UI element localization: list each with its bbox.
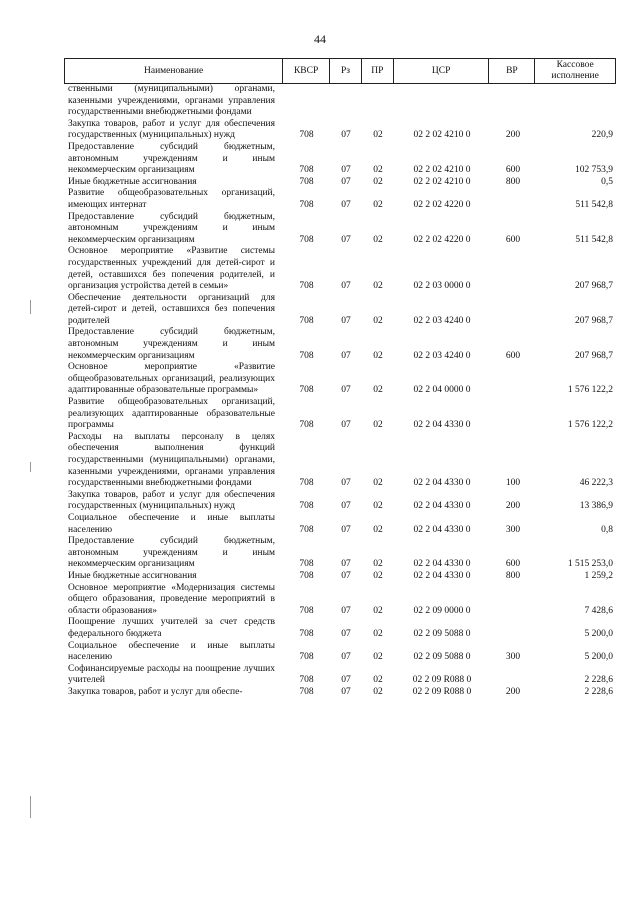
row-kas: 1 576 122,2 (567, 420, 613, 431)
row-csr: 02 2 03 4240 0 (413, 350, 471, 361)
row-csr: 02 2 09 5088 0 (413, 652, 471, 663)
row-name: Обеспечение деятельности организаций для детей-сирот и детей, оставшихся без попечения родителей (68, 292, 275, 326)
row-pr: 02 (373, 605, 383, 616)
row-csr: 02 2 02 4220 0 (413, 199, 471, 210)
row-csr: 02 2 02 4210 0 (413, 130, 471, 141)
table-row (64, 571, 616, 583)
row-kvsr: 708 (299, 570, 314, 581)
row-kvsr: 708 (299, 176, 314, 187)
row-pr: 02 (373, 501, 383, 512)
row-csr: 02 2 09 R088 0 (412, 686, 472, 697)
scan-mark (30, 462, 31, 472)
row-pr: 02 (373, 281, 383, 292)
row-pr: 02 (373, 686, 383, 697)
row-name: Предоставление субсидий бюджетным, автономным учреждениям и иным некоммерческим организациям (68, 327, 275, 361)
table-row (64, 293, 616, 328)
row-kas: 5 200,0 (584, 652, 613, 663)
row-rz: 07 (341, 176, 351, 187)
row-rz: 07 (341, 281, 351, 292)
row-name: Закупка товаров, работ и услуг для обеспечения государственных (муниципальных) нужд (68, 489, 275, 512)
row-kvsr: 708 (299, 686, 314, 697)
row-rz: 07 (341, 605, 351, 616)
row-pr: 02 (373, 524, 383, 535)
table-row (64, 188, 616, 211)
row-name: Развитие общеобразовательных организаций, имеющих интернат (68, 188, 275, 210)
row-kvsr: 708 (299, 675, 314, 686)
row-kvsr: 708 (299, 652, 314, 663)
row-kas: 102 753,9 (575, 165, 613, 176)
row-csr: 02 2 04 4330 0 (413, 524, 471, 535)
scan-mark (30, 300, 31, 314)
row-rz: 07 (341, 570, 351, 581)
row-kvsr: 708 (299, 350, 314, 361)
row-kvsr: 708 (299, 130, 314, 141)
row-csr: 02 2 04 4330 0 (413, 559, 471, 570)
table-row (64, 513, 616, 536)
row-kas: 2 228,6 (584, 675, 613, 686)
row-vr: 300 (505, 524, 521, 535)
row-name: Иные бюджетные ассигнования (68, 176, 197, 187)
row-name: Иные бюджетные ассигнования (68, 570, 197, 581)
row-rz: 07 (341, 130, 351, 141)
row-rz: 07 (341, 675, 351, 686)
table-row (64, 142, 616, 177)
row-csr: 02 2 02 4210 0 (413, 165, 471, 176)
scan-mark (30, 796, 31, 818)
row-kas: 207 968,7 (575, 315, 613, 326)
row-vr: 800 (505, 570, 521, 581)
row-csr: 02 2 09 5088 0 (413, 628, 471, 639)
row-kvsr: 708 (299, 315, 314, 326)
row-kas: 220,9 (591, 130, 613, 141)
row-kas: 7 428,6 (584, 605, 613, 616)
row-kas: 1 515 253,0 (567, 559, 613, 570)
table-row (64, 641, 616, 664)
row-pr: 02 (373, 478, 383, 489)
row-kas: 1 576 122,2 (567, 385, 613, 396)
row-vr: 800 (505, 176, 521, 187)
row-kvsr: 708 (299, 234, 314, 245)
row-name: Развитие общеобразовательных организаций, реализующих адаптированные образовательные программы (68, 397, 275, 431)
row-name: Основное мероприятие «Развитие системы государственных учреждений для детей-сирот и детей, оставшихся без попечения родителей, и организация устройства детей в семьи» (68, 246, 275, 292)
row-rz: 07 (341, 315, 351, 326)
row-rz: 07 (341, 524, 351, 535)
row-pr: 02 (373, 176, 383, 187)
row-rz: 07 (341, 478, 351, 489)
row-name: Основное мероприятие «Развитие общеобразовательных организаций, реализующих адаптированные образовательные программы» (68, 362, 275, 396)
row-kvsr: 708 (299, 385, 314, 396)
row-csr: 02 2 03 4240 0 (413, 315, 471, 326)
row-csr: 02 2 09 0000 0 (413, 605, 471, 616)
row-name: Закупка товаров, работ и услуг для обеспе- (68, 686, 243, 697)
row-vr: 200 (505, 130, 521, 141)
table-row (64, 212, 616, 247)
table-row (64, 84, 616, 119)
row-vr: 600 (505, 350, 521, 361)
row-rz: 07 (341, 199, 351, 210)
row-rz: 07 (341, 350, 351, 361)
row-kvsr: 708 (299, 559, 314, 570)
row-csr: 02 2 04 0000 0 (413, 385, 471, 396)
table-row (64, 490, 616, 513)
header-csr: ЦСР (394, 59, 490, 83)
table-row (64, 397, 616, 432)
table-row (64, 119, 616, 142)
table-row (64, 432, 616, 490)
row-rz: 07 (341, 501, 351, 512)
row-kvsr: 708 (299, 281, 314, 292)
row-pr: 02 (373, 130, 383, 141)
table-row (64, 327, 616, 362)
row-pr: 02 (373, 199, 383, 210)
header-vr: ВР (489, 59, 535, 83)
row-kas: 2 228,6 (584, 686, 613, 697)
row-csr: 02 2 04 4330 0 (413, 501, 471, 512)
row-csr: 02 2 04 4330 0 (413, 478, 471, 489)
row-name: ственными (муниципальными) органами, казенными учреждениями, органами управления государственными внебюджетными фондами (68, 84, 275, 118)
row-kvsr: 708 (299, 478, 314, 489)
header-kvsr: КВСР (283, 59, 330, 83)
row-name: Расходы на выплаты персоналу в целях обеспечения выполнения функций государственными (муниципальными) органами, казенными учреждениями, органами управления государственными внебюджетными фондами (68, 431, 275, 489)
row-vr: 200 (505, 501, 521, 512)
header-name: Наименование (65, 59, 283, 83)
row-pr: 02 (373, 628, 383, 639)
row-vr: 600 (505, 234, 521, 245)
row-rz: 07 (341, 628, 351, 639)
row-name: Основное мероприятие «Модернизация системы общего образования, проведение мероприятий в области образования» (68, 582, 275, 616)
row-pr: 02 (373, 559, 383, 570)
row-kas: 0,8 (601, 524, 613, 535)
page-number: 44 (314, 32, 326, 46)
table-row (64, 246, 616, 292)
row-pr: 02 (373, 420, 383, 431)
row-pr: 02 (373, 385, 383, 396)
row-csr: 02 2 04 4330 0 (413, 420, 471, 431)
row-name: Предоставление субсидий бюджетным, автономным учреждениям и иным некоммерческим организациям (68, 536, 275, 570)
header-pr: ПР (362, 59, 394, 83)
row-kas: 1 259,2 (584, 570, 613, 581)
row-kvsr: 708 (299, 420, 314, 431)
table-row (64, 362, 616, 397)
row-rz: 07 (341, 686, 351, 697)
row-kas: 207 968,7 (575, 350, 613, 361)
row-pr: 02 (373, 652, 383, 663)
row-kas: 13 386,9 (579, 501, 613, 512)
header-rz: Рз (330, 59, 362, 83)
row-rz: 07 (341, 385, 351, 396)
row-pr: 02 (373, 165, 383, 176)
row-csr: 02 2 02 4220 0 (413, 234, 471, 245)
table-row (64, 664, 616, 687)
row-csr: 02 2 04 4330 0 (413, 570, 471, 581)
table-row (64, 536, 616, 571)
row-kas: 511 542,8 (575, 234, 613, 245)
row-name: Социальное обеспечение и иные выплаты населению (68, 640, 275, 663)
row-csr: 02 2 02 4210 0 (413, 176, 471, 187)
table-row (64, 177, 616, 189)
row-csr: 02 2 03 0000 0 (413, 281, 471, 292)
row-name: Предоставление субсидий бюджетным, автономным учреждениям и иным некоммерческим организациям (68, 211, 275, 245)
row-kvsr: 708 (299, 628, 314, 639)
row-name: Закупка товаров, работ и услуг для обеспечения государственных (муниципальных) нужд (68, 118, 275, 141)
row-name: Предоставление субсидий бюджетным, автономным учреждениям и иным некоммерческим организациям (68, 141, 275, 176)
row-kvsr: 708 (299, 524, 314, 535)
row-kas: 46 222,3 (579, 478, 613, 489)
row-kas: 511 542,8 (575, 199, 613, 210)
table-row (64, 687, 616, 699)
row-vr: 600 (505, 559, 521, 570)
row-name: Социальное обеспечение и иные выплаты населению (68, 512, 275, 535)
row-kvsr: 708 (299, 501, 314, 512)
table-body (64, 84, 616, 698)
row-pr: 02 (373, 350, 383, 361)
row-csr: 02 2 09 R088 0 (412, 675, 472, 686)
row-kas: 0,5 (601, 176, 613, 187)
row-rz: 07 (341, 165, 351, 176)
row-name: Софинансируемые расходы на поощрение лучших учителей (68, 663, 275, 686)
row-pr: 02 (373, 570, 383, 581)
row-pr: 02 (373, 675, 383, 686)
row-kvsr: 708 (299, 165, 314, 176)
row-pr: 02 (373, 315, 383, 326)
row-vr: 600 (505, 165, 521, 176)
row-name: Поощрение лучших учителей за счет средств федерального бюджета (68, 617, 275, 639)
table-row (64, 583, 616, 618)
row-rz: 07 (341, 234, 351, 245)
row-kas: 5 200,0 (584, 628, 613, 639)
table-row (64, 617, 616, 640)
row-kvsr: 708 (299, 199, 314, 210)
row-pr: 02 (373, 234, 383, 245)
row-kas: 207 968,7 (575, 281, 613, 292)
table-header (64, 58, 616, 84)
row-vr: 300 (505, 652, 521, 663)
header-kas: Кассовое исполнение (551, 60, 599, 81)
row-rz: 07 (341, 652, 351, 663)
row-rz: 07 (341, 420, 351, 431)
row-vr: 100 (505, 478, 521, 489)
row-rz: 07 (341, 559, 351, 570)
row-vr: 200 (505, 686, 521, 697)
row-kvsr: 708 (299, 605, 314, 616)
